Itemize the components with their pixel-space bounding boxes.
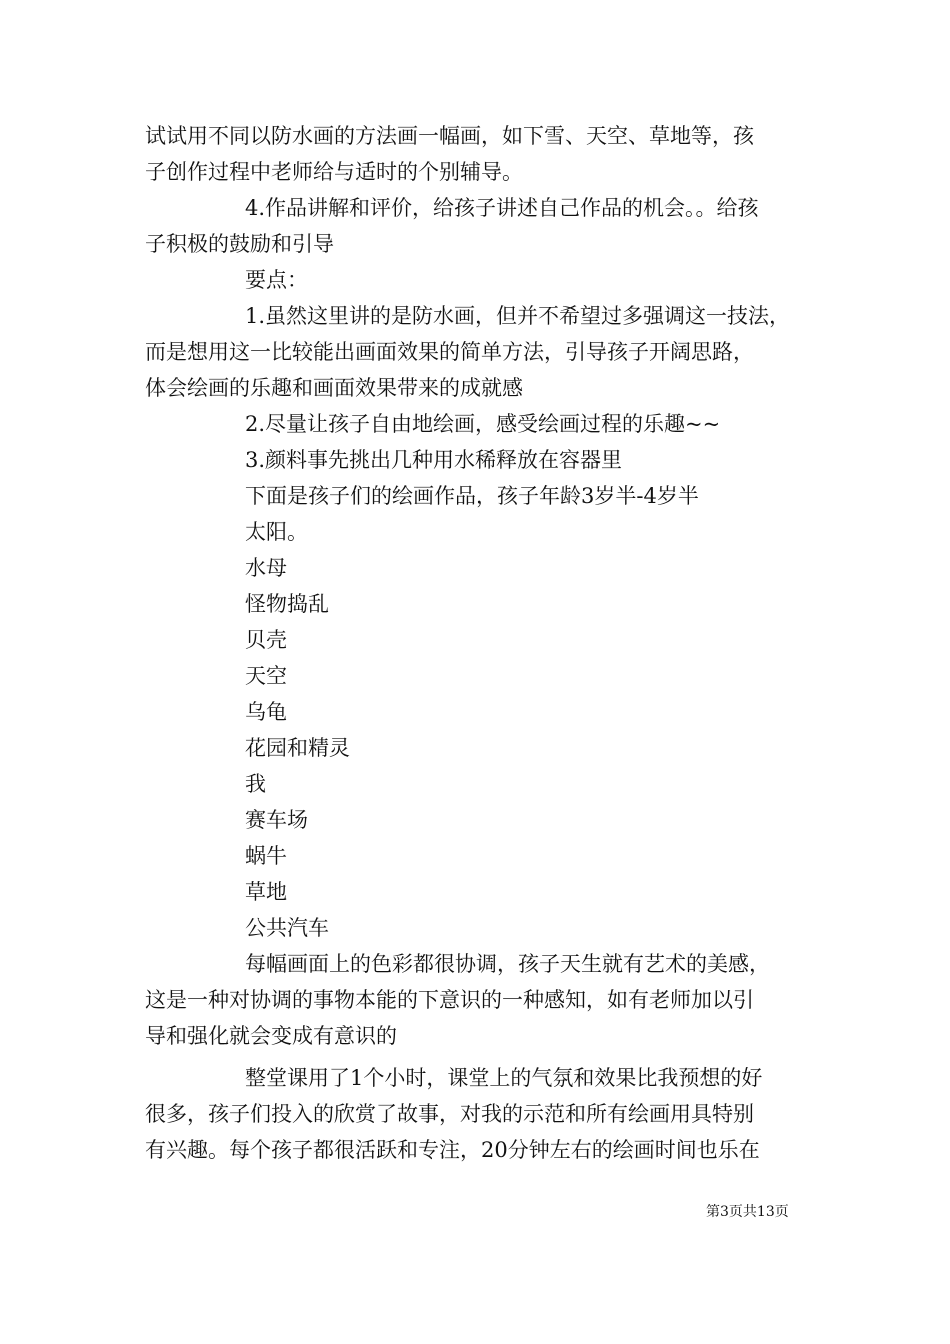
body-text <box>145 118 810 1168</box>
text-line: 试试用不同以防水画的方法画一幅画，如下雪、天空、草地等，孩 <box>145 124 754 148</box>
text-line: 体会绘画的乐趣和画面效果带来的成就感 <box>145 376 523 400</box>
artwork-title: 乌龟 <box>245 700 287 724</box>
text-line: 这是一种对协调的事物本能的下意识的一种感知，如有老师加以引 <box>145 988 754 1012</box>
text-line: 而是想用这一比较能出画面效果的简单方法，引导孩子开阔思路， <box>145 340 754 364</box>
text-line: 下面是孩子们的绘画作品，孩子年龄3岁半-4岁半 <box>245 484 699 508</box>
artwork-title: 水母 <box>245 556 287 580</box>
artwork-title: 贝壳 <box>245 628 287 652</box>
text-line: 子创作过程中老师给与适时的个别辅导。 <box>145 160 523 184</box>
text-line: 很多，孩子们投入的欣赏了故事，对我的示范和所有绘画用具特别 <box>145 1102 754 1126</box>
text-line: 整堂课用了1个小时，课堂上的气氛和效果比我预想的好 <box>245 1066 763 1090</box>
artwork-title: 太阳。 <box>245 520 308 544</box>
text-line: 3.颜料事先挑出几种用水稀释放在容器里 <box>245 448 623 472</box>
text-line: 2.尽量让孩子自由地绘画，感受绘画过程的乐趣~~ <box>245 412 721 436</box>
text-line: 子积极的鼓励和引导 <box>145 232 334 256</box>
text-line: 每幅画面上的色彩都很协调，孩子天生就有艺术的美感， <box>245 952 770 976</box>
section-heading: 要点： <box>245 268 308 292</box>
artwork-title: 怪物捣乱 <box>245 592 329 616</box>
text-line: 导和强化就会变成有意识的 <box>145 1024 397 1048</box>
artwork-title: 我 <box>245 772 266 796</box>
text-line: 4.作品讲解和评价，给孩子讲述自己作品的机会。。给孩 <box>245 196 759 220</box>
artwork-title: 花园和精灵 <box>245 736 350 760</box>
page-number-footer: 第3页共13页 <box>706 1204 789 1220</box>
artwork-title: 草地 <box>245 880 287 904</box>
text-line: 1.虽然这里讲的是防水画，但并不希望过多强调这一技法， <box>245 304 791 328</box>
text-line: 有兴趣。每个孩子都很活跃和专注，20分钟左右的绘画时间也乐在 <box>145 1138 760 1162</box>
artwork-title: 公共汽车 <box>245 916 329 940</box>
artwork-title: 天空 <box>245 664 287 688</box>
artwork-title: 赛车场 <box>245 808 308 832</box>
artwork-title: 蜗牛 <box>245 844 287 868</box>
